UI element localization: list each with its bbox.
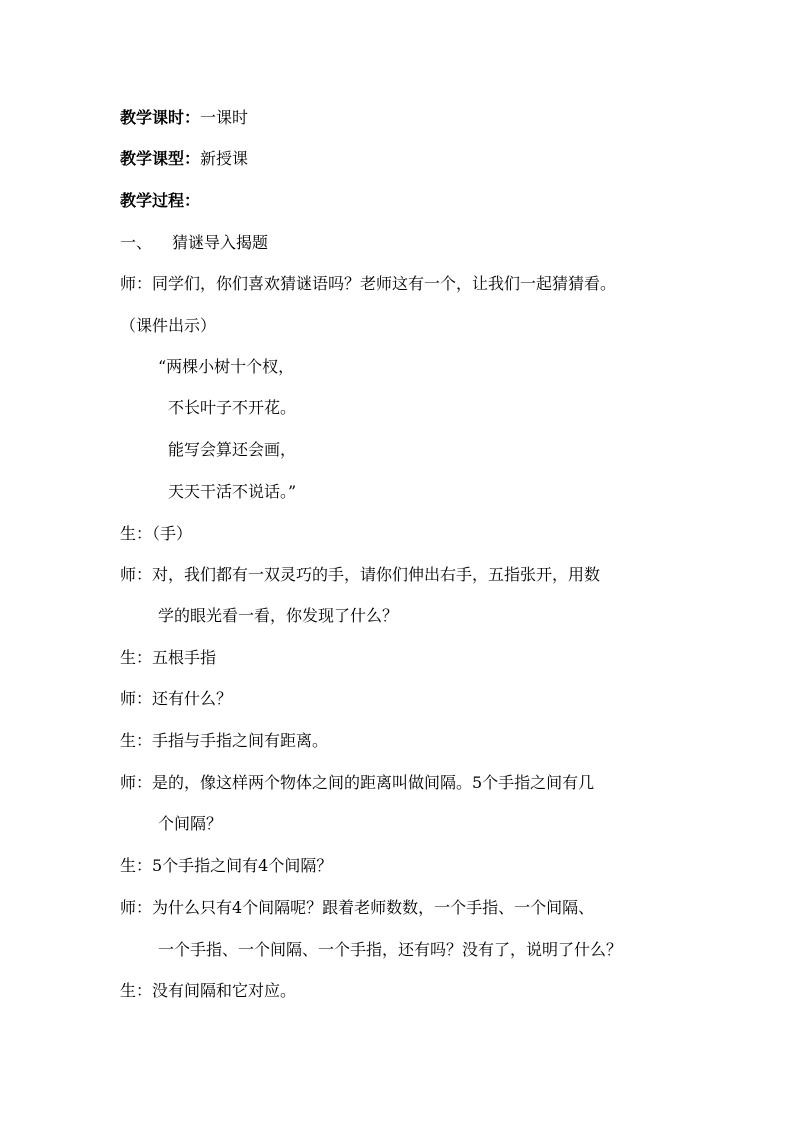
section-title: 猜谜导入揭题 [172, 233, 269, 252]
section-number: 一、 [120, 233, 153, 252]
dialogue-line: 师：为什么只有4个间隔呢？跟着老师数数，一个手指、一个间隔、 [120, 898, 595, 917]
dialogue-line: 生：没有间隔和它对应。 [120, 981, 297, 1000]
riddle-line-2: 不长叶子不开花。 [168, 398, 297, 417]
riddle-line-4: 天天干活不说话。” [168, 482, 297, 501]
process-heading: 教学过程： [120, 191, 201, 210]
dialogue-line-continued: 一个手指、一个间隔、一个手指，还有吗？没有了，说明了什么？ [158, 940, 623, 959]
courseware-note: （课件出示） [120, 316, 217, 335]
dialogue-line: 生：五根手指 [120, 648, 217, 667]
lesson-hours-value: 一课时 [200, 108, 249, 127]
dialogue-line: 师：同学们，你们喜欢猜谜语吗？老师这有一个，让我们一起猜猜看。 [120, 274, 617, 293]
riddle-line-1: “两棵小树十个杈， [158, 357, 295, 376]
dialogue-line: 生：5个手指之间有4个间隔？ [120, 856, 333, 875]
lesson-hours-line [120, 108, 248, 128]
dialogue-line: 生：手指与手指之间有距离。 [120, 731, 329, 750]
section-heading [120, 233, 268, 253]
dialogue-line-continued: 学的眼光看一看，你发现了什么？ [158, 606, 399, 625]
lesson-type-line [120, 149, 248, 169]
dialogue-line-continued: 个间隔？ [158, 814, 223, 833]
dialogue-line: 师：对，我们都有一双灵巧的手，请你们伸出右手，五指张开，用数 [120, 565, 601, 584]
riddle-line-3: 能写会算还会画， [168, 440, 297, 459]
dialogue-line: 师：是的，像这样两个物体之间的距离叫做间隔。5个手指之间有几 [120, 773, 595, 792]
dialogue-line: 生：（手） [120, 524, 193, 543]
dialogue-line: 师：还有什么？ [120, 689, 233, 708]
lesson-hours-label: 教学课时： [120, 108, 201, 127]
lesson-type-value: 新授课 [200, 149, 249, 168]
lesson-type-label: 教学课型： [120, 149, 201, 168]
